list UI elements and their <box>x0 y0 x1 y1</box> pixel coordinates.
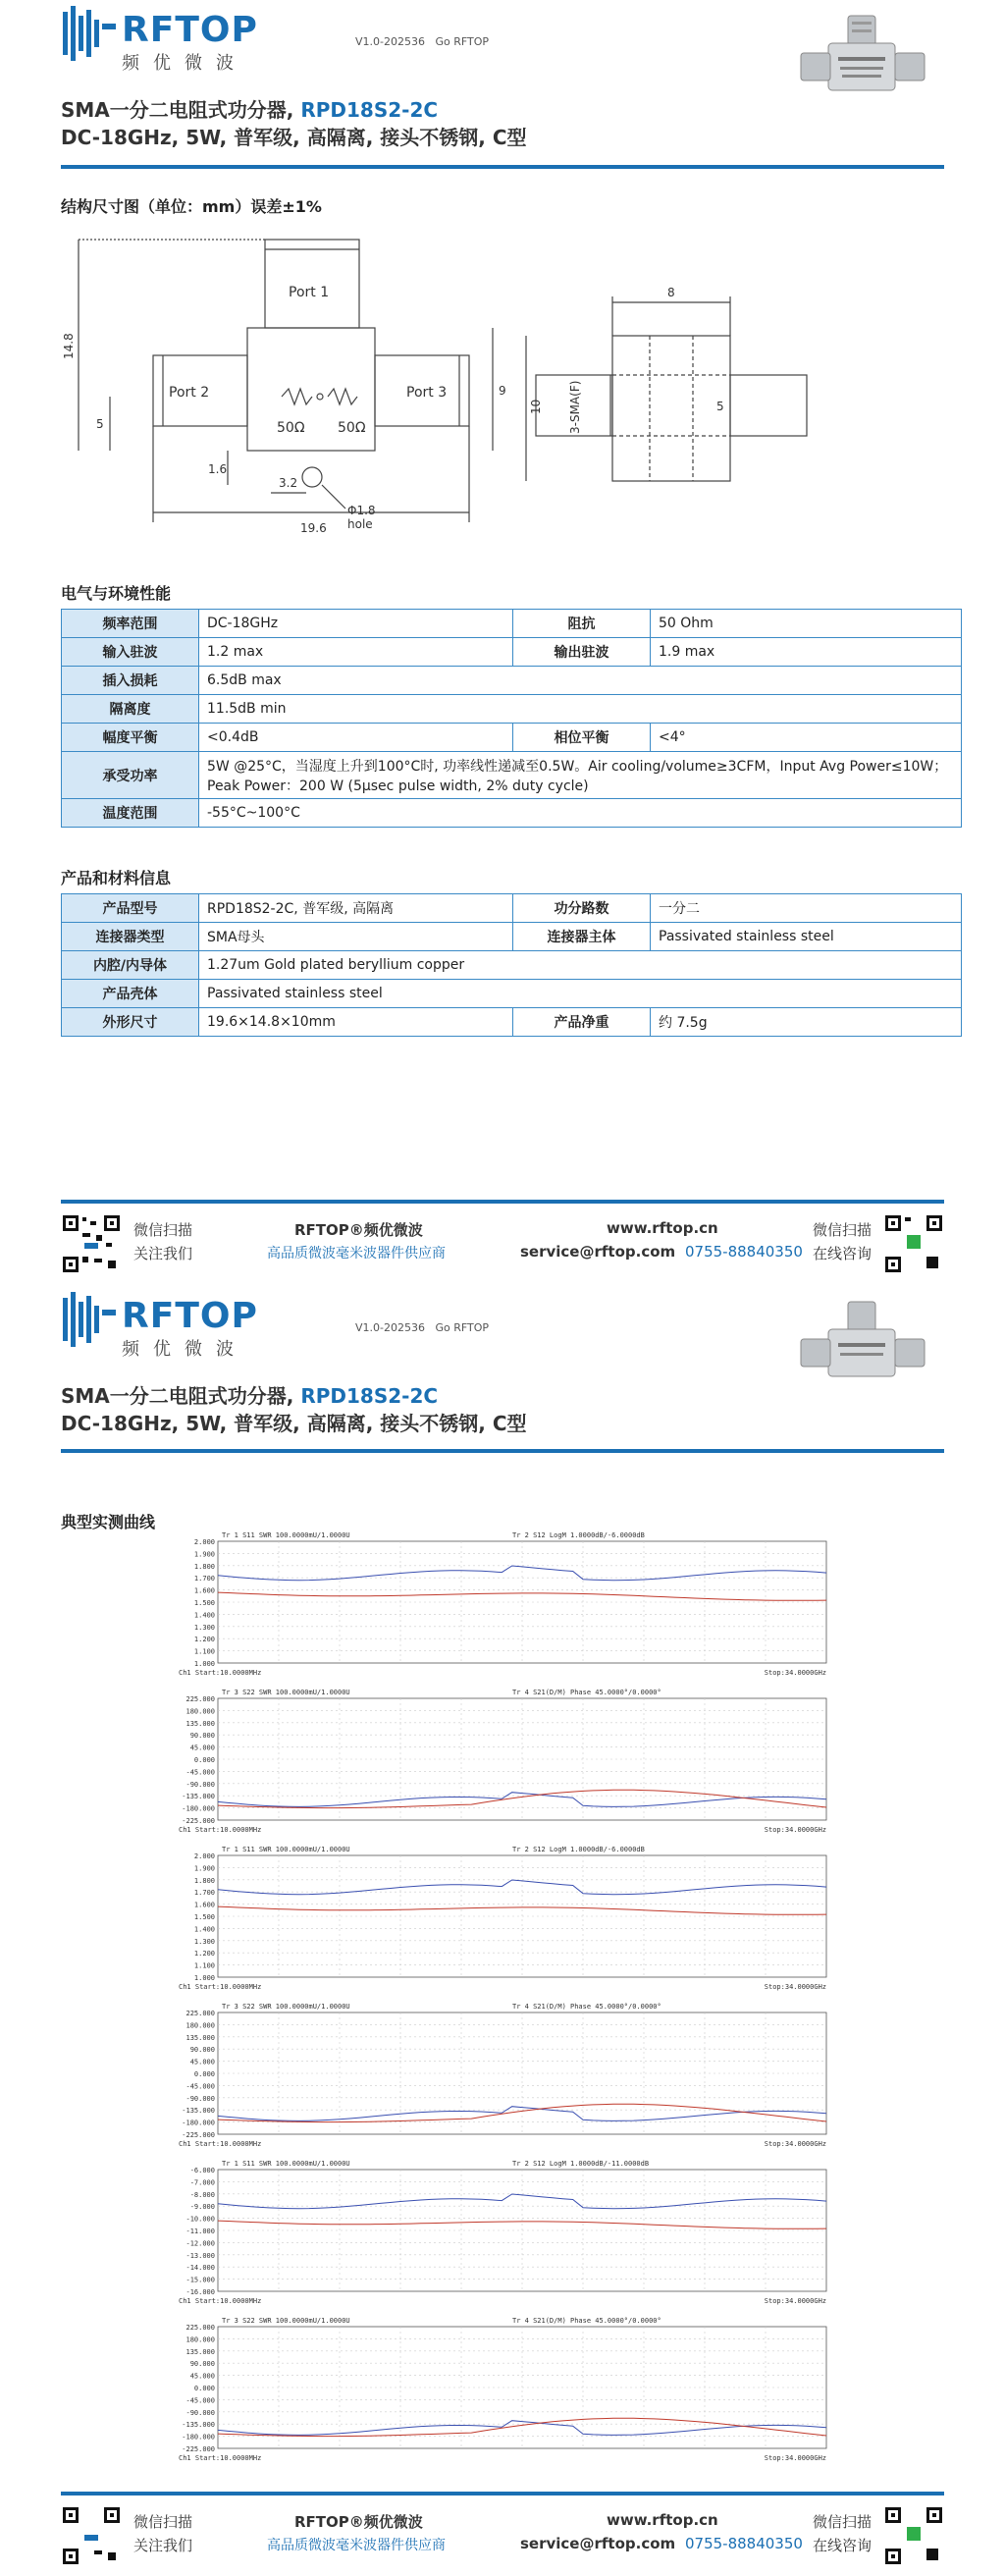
dim-5b: 5 <box>716 400 724 413</box>
y-tick-label: -7.000 <box>189 2178 215 2187</box>
electrical-section-title: 电气与环境性能 <box>61 584 172 603</box>
y-tick-label: 0.000 <box>193 1756 215 1764</box>
footer-2 <box>61 2492 944 2570</box>
y-tick-label: 1.700 <box>193 1889 215 1898</box>
dim-1-6: 1.6 <box>208 462 228 476</box>
table-row <box>62 610 962 638</box>
start-label: Ch1 Start:10.0000MHz <box>179 1669 262 1677</box>
brand-tag: Go RFTOP <box>435 35 490 48</box>
y-tick-label: -180.000 <box>182 1804 215 1813</box>
spec-key: 阻抗 <box>513 610 651 638</box>
y-tick-label: 45.000 <box>189 2372 215 2381</box>
y-tick-label: -90.000 <box>185 2408 215 2417</box>
curves-section-title: 典型实测曲线 <box>61 1513 156 1531</box>
y-tick-label: 1.000 <box>193 1974 215 1982</box>
follow-us: 关注我们 <box>133 1245 193 1262</box>
spec-key: 内腔/内导体 <box>62 951 199 980</box>
spec-key: 幅度平衡 <box>62 724 199 752</box>
header <box>61 1286 944 1463</box>
table-row <box>62 752 962 799</box>
trace-label: Tr 4 S21(D/M) Phase 45.0000°/0.0000° <box>512 2317 661 2325</box>
start-label: Ch1 Start:10.0000MHz <box>179 1826 262 1834</box>
header <box>61 0 944 177</box>
y-tick-label: 1.600 <box>193 1586 215 1595</box>
hole-dim: Φ1.8 <box>347 504 376 517</box>
header-rule <box>61 1449 944 1453</box>
spec-value: 1.27um Gold plated beryllium copper <box>199 951 962 980</box>
y-tick-label: 1.500 <box>193 1599 215 1607</box>
y-tick-label: -10.000 <box>185 2215 215 2224</box>
port2-label: Port 2 <box>169 385 210 401</box>
spec-key: 输出驻波 <box>513 638 651 667</box>
trace-label: Tr 2 S12 LogM 1.0000dB/-6.0000dB <box>512 1846 645 1853</box>
electrical-table <box>61 609 962 828</box>
spec-key: 产品净重 <box>513 1008 651 1037</box>
spec-key: 产品壳体 <box>62 980 199 1008</box>
y-tick-label: 90.000 <box>189 1732 215 1741</box>
spec-value: 1.2 max <box>199 638 513 667</box>
y-tick-label: 180.000 <box>185 2335 215 2344</box>
wechat-scan-left: 微信扫描 <box>133 1221 193 1239</box>
y-tick-label: -180.000 <box>182 2119 215 2127</box>
product-subtitle: DC-18GHz, 5W, 普军级, 高隔离, 接头不锈钢, C型 <box>61 126 527 149</box>
y-tick-label: 1.600 <box>193 1901 215 1909</box>
version-line <box>355 1321 489 1334</box>
y-tick-label: 1.400 <box>193 1611 215 1620</box>
spec-key: 频率范围 <box>62 610 199 638</box>
trace-label: Tr 1 S11 SWR 100.0000mU/1.0000U <box>222 1531 350 1539</box>
footer-slogan: 高品质微波毫米波器件供应商 <box>267 1246 446 1261</box>
y-tick-label: -9.000 <box>189 2203 215 2212</box>
spec-value: Passivated stainless steel <box>199 980 962 1008</box>
y-tick-label: 0.000 <box>193 2385 215 2392</box>
dim-19-6: 19.6 <box>300 521 327 535</box>
table-row <box>62 1008 962 1037</box>
y-tick-label: -225.000 <box>182 2445 215 2453</box>
spec-value: Passivated stainless steel <box>651 923 962 951</box>
dim-3-2: 3.2 <box>279 476 298 490</box>
spec-key: 输入驻波 <box>62 638 199 667</box>
y-tick-label: -45.000 <box>185 2396 215 2405</box>
wechat-qr-code <box>61 1213 122 1274</box>
y-tick-label: 0.000 <box>193 2070 215 2078</box>
follow-us: 关注我们 <box>133 2537 193 2554</box>
table-row <box>62 951 962 980</box>
version: V1.0-202536 <box>355 1321 425 1334</box>
spec-value: -55°C~100°C <box>199 799 962 828</box>
y-tick-label: 1.800 <box>193 1876 215 1885</box>
y-tick-label: -15.000 <box>185 2276 215 2284</box>
y-tick-label: -12.000 <box>185 2239 215 2248</box>
version: V1.0-202536 <box>355 35 425 48</box>
y-tick-label: -90.000 <box>185 2094 215 2103</box>
dimension-drawing <box>61 228 962 562</box>
spec-value: 一分二 <box>651 894 962 923</box>
footer-phone: 0755-88840350 <box>685 2535 803 2552</box>
spec-key: 连接器类型 <box>62 923 199 951</box>
spec-value: <0.4dB <box>199 724 513 752</box>
spec-value: RPD18S2-2C, 普军级, 高隔离 <box>199 894 513 923</box>
y-tick-label: 225.000 <box>185 1695 215 1703</box>
product-photo <box>799 14 926 122</box>
y-tick-label: -45.000 <box>185 2082 215 2091</box>
y-tick-label: 1.900 <box>193 1550 215 1559</box>
spec-key: 插入损耗 <box>62 667 199 695</box>
table-row <box>62 923 962 951</box>
footer-website[interactable]: www.rftop.cn <box>607 1219 718 1237</box>
logo-cn: 频优微波 <box>122 53 247 74</box>
trace-label: Tr 3 S22 SWR 100.0000mU/1.0000U <box>222 2003 350 2011</box>
y-tick-label: 45.000 <box>189 2058 215 2066</box>
wechat-scan-right: 微信扫描 <box>813 2513 873 2531</box>
y-tick-label: -225.000 <box>182 2131 215 2139</box>
y-tick-label: 1.100 <box>193 1961 215 1970</box>
y-tick-label: 1.400 <box>193 1925 215 1934</box>
dim-14-8: 14.8 <box>62 333 76 359</box>
start-label: Ch1 Start:10.0000MHz <box>179 1983 262 1991</box>
measured-curves <box>173 1528 840 2470</box>
rftop-logo <box>61 0 267 79</box>
spec-key: 相位平衡 <box>513 724 651 752</box>
port3-label: Port 3 <box>406 385 448 401</box>
wechat-qr-code <box>61 2505 122 2566</box>
y-tick-label: 90.000 <box>189 2360 215 2369</box>
y-tick-label: -135.000 <box>182 2421 215 2430</box>
footer-brand: RFTOP®频优微波 <box>294 1221 423 1239</box>
resistor-1-label: 50Ω <box>277 420 305 436</box>
y-tick-label: 2.000 <box>193 1538 215 1546</box>
wechat-scan-left: 微信扫描 <box>133 2513 193 2531</box>
dim-8: 8 <box>667 286 675 299</box>
spec-value: 约 7.5g <box>651 1008 962 1037</box>
y-tick-label: 2.000 <box>193 1852 215 1860</box>
y-tick-label: 1.800 <box>193 1562 215 1571</box>
trace-label: Tr 4 S21(D/M) Phase 45.0000°/0.0000° <box>512 1689 661 1696</box>
y-tick-label: -16.000 <box>185 2288 215 2296</box>
stop-label: Stop:34.0000GHz <box>764 2297 826 2305</box>
spec-key: 连接器主体 <box>513 923 651 951</box>
spec-key: 承受功率 <box>62 752 199 799</box>
table-row <box>62 799 962 828</box>
trace-label: Tr 2 S12 LogM 1.0000dB/-11.0000dB <box>512 2160 650 2168</box>
port1-label: Port 1 <box>289 285 330 300</box>
footer-phone: 0755-88840350 <box>685 1243 803 1261</box>
trace-label: Tr 2 S12 LogM 1.0000dB/-6.0000dB <box>512 1531 645 1539</box>
y-tick-label: 180.000 <box>185 2021 215 2030</box>
wechat-scan-right: 微信扫描 <box>813 1221 873 1239</box>
stop-label: Stop:34.0000GHz <box>764 1826 826 1834</box>
y-tick-label: 225.000 <box>185 2010 215 2017</box>
start-label: Ch1 Start:10.0000MHz <box>179 2297 262 2305</box>
spec-value: 5W @25°C，当湿度上升到100°C时, 功率线性递减至0.5W。Air cooling/volume≥3CFM，Input Avg Power≤10W；Peak Power：200 W (5μsec pulse width, 2% duty cycle) <box>199 752 962 799</box>
y-tick-label: -90.000 <box>185 1780 215 1789</box>
spec-value: 11.5dB min <box>199 695 962 724</box>
spec-value: <4° <box>651 724 962 752</box>
drawing-section-title: 结构尺寸图（单位：mm）误差±1% <box>61 197 322 216</box>
trace-label: Tr 3 S22 SWR 100.0000mU/1.0000U <box>222 1689 350 1696</box>
y-tick-label: -225.000 <box>182 1817 215 1825</box>
spec-value: 6.5dB max <box>199 667 962 695</box>
y-tick-label: -14.000 <box>185 2264 215 2273</box>
trace-label: Tr 1 S11 SWR 100.0000mU/1.0000U <box>222 1846 350 1853</box>
consult-qr-code <box>883 1213 944 1274</box>
spec-key: 功分路数 <box>513 894 651 923</box>
spec-key: 外形尺寸 <box>62 1008 199 1037</box>
trace-label: Tr 1 S11 SWR 100.0000mU/1.0000U <box>222 2160 350 2168</box>
product-section-title: 产品和材料信息 <box>61 869 172 887</box>
dim-5: 5 <box>96 417 104 431</box>
y-tick-label: 1.200 <box>193 1636 215 1644</box>
spec-value: 50 Ohm <box>651 610 962 638</box>
start-label: Ch1 Start:10.0000MHz <box>179 2454 262 2462</box>
footer-email[interactable]: service@rftop.com <box>520 1243 676 1261</box>
logo-text: RFTOP <box>122 10 258 50</box>
header-rule <box>61 165 944 169</box>
online-consult: 在线咨询 <box>813 2537 873 2554</box>
logo-text: RFTOP <box>122 1296 258 1336</box>
product-model: RPD18S2-2C <box>300 1384 439 1408</box>
footer-website[interactable]: www.rftop.cn <box>607 2511 718 2529</box>
y-tick-label: 135.000 <box>185 1719 215 1728</box>
resistor-2-label: 50Ω <box>338 420 366 436</box>
y-tick-label: 1.200 <box>193 1950 215 1959</box>
logo-bars-icon <box>61 4 118 63</box>
product-title: SMA一分二电阻式功分器, RPD18S2-2C <box>61 98 439 122</box>
logo-cn: 频优微波 <box>122 1339 247 1360</box>
y-tick-label: 1.000 <box>193 1660 215 1668</box>
stop-label: Stop:34.0000GHz <box>764 2454 826 2462</box>
spec-value: 19.6×14.8×10mm <box>199 1008 513 1037</box>
start-label: Ch1 Start:10.0000MHz <box>179 2140 262 2148</box>
version-line <box>355 35 489 48</box>
y-tick-label: 1.300 <box>193 1937 215 1946</box>
table-row <box>62 667 962 695</box>
table-row <box>62 695 962 724</box>
y-tick-label: 1.300 <box>193 1623 215 1632</box>
table-row <box>62 980 962 1008</box>
online-consult: 在线咨询 <box>813 1245 873 1262</box>
dim-9: 9 <box>499 384 506 398</box>
dim-10: 10 <box>529 399 543 414</box>
spec-value: 1.9 max <box>651 638 962 667</box>
spec-key: 隔离度 <box>62 695 199 724</box>
footer-email[interactable]: service@rftop.com <box>520 2535 676 2552</box>
consult-qr-code <box>883 2505 944 2566</box>
y-tick-label: 135.000 <box>185 2347 215 2356</box>
table-row <box>62 894 962 923</box>
page-1 <box>0 0 1005 1286</box>
product-model: RPD18S2-2C <box>300 98 439 122</box>
stop-label: Stop:34.0000GHz <box>764 2140 826 2148</box>
stop-label: Stop:34.0000GHz <box>764 1669 826 1677</box>
y-tick-label: 135.000 <box>185 2033 215 2042</box>
product-subtitle: DC-18GHz, 5W, 普军级, 高隔离, 接头不锈钢, C型 <box>61 1412 527 1435</box>
y-tick-label: 90.000 <box>189 2046 215 2055</box>
trace-label: Tr 3 S22 SWR 100.0000mU/1.0000U <box>222 2317 350 2325</box>
brand-tag: Go RFTOP <box>435 1321 490 1334</box>
sma-label: 3-SMA(F) <box>568 380 582 434</box>
y-tick-label: 45.000 <box>189 1744 215 1752</box>
table-row <box>62 638 962 667</box>
y-tick-label: 1.100 <box>193 1647 215 1656</box>
product-table <box>61 893 962 1037</box>
spec-value: DC-18GHz <box>199 610 513 638</box>
hole-label: hole <box>347 517 373 531</box>
y-tick-label: 180.000 <box>185 1707 215 1716</box>
y-tick-label: -180.000 <box>182 2433 215 2442</box>
spec-key: 产品型号 <box>62 894 199 923</box>
y-tick-label: 225.000 <box>185 2324 215 2332</box>
y-tick-label: -13.000 <box>185 2251 215 2260</box>
table-row <box>62 724 962 752</box>
footer <box>61 1200 944 1278</box>
y-tick-label: 1.500 <box>193 1913 215 1921</box>
trace-label: Tr 4 S21(D/M) Phase 45.0000°/0.0000° <box>512 2003 661 2011</box>
y-tick-label: 1.700 <box>193 1575 215 1583</box>
stop-label: Stop:34.0000GHz <box>764 1983 826 1991</box>
y-tick-label: -135.000 <box>182 1793 215 1801</box>
rftop-logo <box>61 1286 267 1365</box>
y-tick-label: -45.000 <box>185 1768 215 1777</box>
y-tick-label: -8.000 <box>189 2190 215 2199</box>
product-photo <box>799 1300 926 1408</box>
footer-slogan: 高品质微波毫米波器件供应商 <box>267 2538 446 2553</box>
y-tick-label: 1.900 <box>193 1864 215 1873</box>
footer-brand: RFTOP®频优微波 <box>294 2513 423 2531</box>
product-title: SMA一分二电阻式功分器, RPD18S2-2C <box>61 1384 439 1408</box>
spec-key: 温度范围 <box>62 799 199 828</box>
spec-value: SMA母头 <box>199 923 513 951</box>
y-tick-label: -135.000 <box>182 2107 215 2116</box>
y-tick-label: -6.000 <box>189 2167 215 2174</box>
y-tick-label: -11.000 <box>185 2227 215 2235</box>
logo-bars-icon <box>61 1290 118 1349</box>
